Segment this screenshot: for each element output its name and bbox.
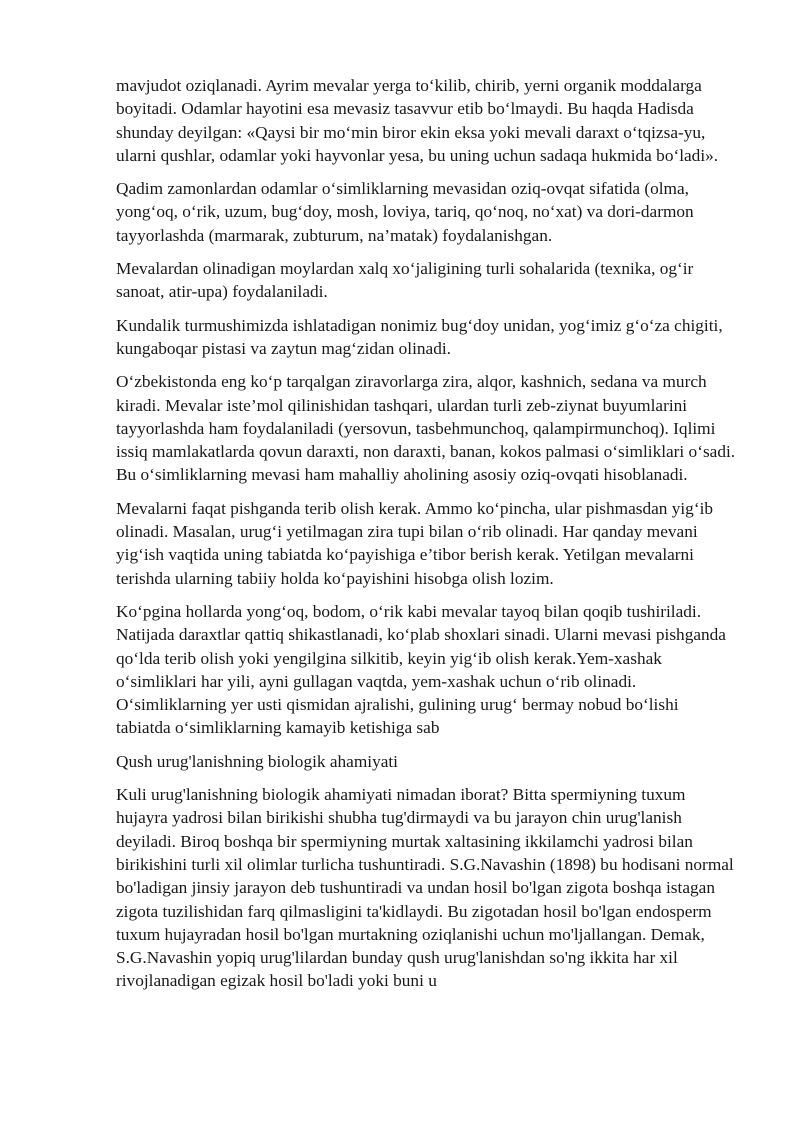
section-heading: Qush urug'lanishning biologik ahamiyati	[116, 751, 398, 771]
paragraph-8: Kuli urug'lanishning biologik ahamiyati nimadan iborat? Bitta spermiyning tuxum hujayra yadrosi bilan birikishi shubha tug'dirmaydi va bu jarayon chin urug'lanish deyiladi. Biroq boshqa bir spermiyning murtak xaltasining ikkilamchi yadrosi bilan birikishini turli xil olimlar turlicha tushuntiradi. S.G.Navashin (1898) bu hodisani normal bo'ladigan jinsiy jarayon deb tushuntiradi va undan hosil bo'lgan zigota boshqa istagan zigota tuzilishidan farq qilmasligini ta'kidlaydi. Bu zigotadan hosil bo'lgan endosperm tuxum hujayradan hosil bo'lgan murtakning oziqlanishi uchun mo'ljallangan. Demak, S.G.Navashin yopiq urug'lilardan bunday qush urug'lanishdan so'ng ikkita har xil rivojlanadigan egizak hosil bo'ladi yoki buni u	[116, 785, 734, 991]
paragraph-1: mavjudot oziqlanadi. Ayrim mevalar yerga to‘kilib, chirib, yerni organik moddalarga boyitadi. Odamlar hayotini esa mevasiz tasavvur etib bo‘lmaydi. Bu haqda Hadisda shunday deyilgan: «Qaysi bir mo‘min biror ekin eksa yoki mevali daraxt o‘tqizsa-yu, ularni qushlar, odamlar yoki hayvonlar yesa, bu uning uchun sadaqa hukmida bo‘ladi».	[116, 76, 719, 165]
paragraph-5: O‘zbekistonda eng ko‘p tarqalgan ziravorlarga zira, alqor, kashnich, sedana va murch kiradi. Mevalar iste’mol qilinishidan tashqari, ulardan turli zeb-ziynat buyumlarini tayyorlashda ham foydalaniladi (yersovun, tasbehmunchoq, qalampirmunchoq). Iqlimi issiq mamlakatlarda qovun daraxti, non daraxti, banan, kokos palmasi o‘simliklari o‘sadi. Bu o‘simliklarning mevasi ham mahalliy aholining asosiy oziq-ovqati hisoblanadi.	[116, 372, 736, 485]
paragraph-2: Qadim zamonlardan odamlar o‘simliklarning mevasidan oziq-ovqat sifatida (olma, yong‘oq, o‘rik, uzum, bug‘doy, mosh, loviya, tariq, qo‘noq, no‘xat) va dori-darmon tayyorlashda (marmarak, zubturum, na’matak) foydalanishgan.	[116, 179, 694, 245]
document-body	[116, 74, 736, 1003]
paragraph-6: Mevalarni faqat pishganda terib olish kerak. Ammo ko‘pincha, ular pishmasdan yig‘ib olinadi. Masalan, urug‘i yetilmagan zira tupi bilan o‘rib olinadi. Har qanday mevani yig‘ish vaqtida uning tabiatda ko‘payishiga e’tibor berish kerak. Yetilgan mevalarni terishda ularning tabiiy holda ko‘payishini hisobga olish lozim.	[116, 498, 714, 588]
paragraph-4: Kundalik turmushimizda ishlatadigan nonimiz bug‘doy unidan, yog‘imiz g‘o‘za chigiti, kungaboqar pistasi va zaytun mag‘zidan olinadi.	[116, 315, 723, 358]
paragraph-7: Ko‘pgina hollarda yong‘oq, bodom, o‘rik kabi mevalar tayoq bilan qoqib tushiriladi. Natijada daraxtlar qattiq shikastlanadi, ko‘plab shoxlari sinadi. Ularni mevasi pishganda qo‘lda terib olish yoki yengilgina silkitib, keyin yig‘ib olish kerak.Yem-xashak o‘simliklari har yili, ayni gullagan vaqtda, yem-xashak uchun o‘rib olinadi. O‘simliklarning yer usti qismidan ajralishi, gulining urug‘ bermay nobud bo‘lishi tabiatda o‘simliklarning kamayib ketishiga sab	[116, 601, 726, 738]
paragraph-3: Mevalardan olinadigan moylardan xalq xo‘jaligining turli sohalarida (texnika, og‘ir sanoat, atir-upa) foydalaniladi.	[116, 259, 694, 302]
